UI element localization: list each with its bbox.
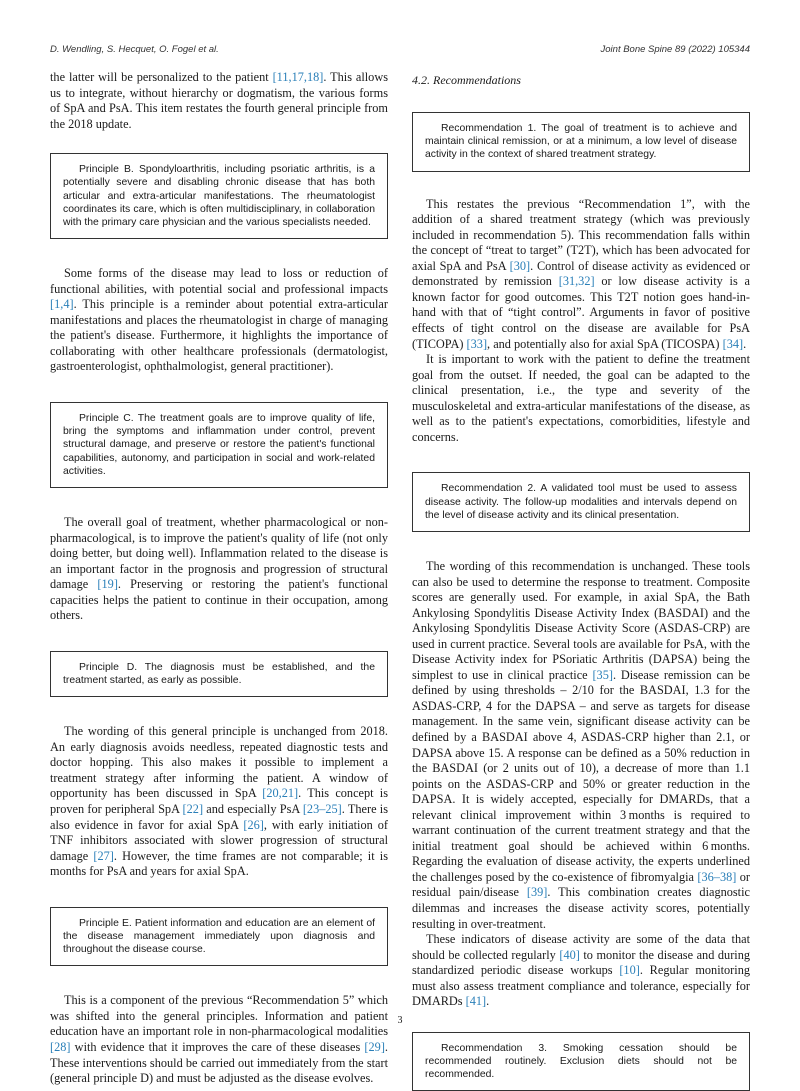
citation-link[interactable]: [22] <box>182 802 204 817</box>
principle-e-box <box>50 907 388 967</box>
citation-link[interactable]: [19] <box>97 577 118 592</box>
paragraph-text: . This principle is a reminder about potential extra-articular manifestations and places the rheumatologist in charge of managing the patient's disease. Furthermore, it highlights the importance of collaborating with other healthcare professionals (dermatologist, gastroenterologist, ophthalmologist, general practitioner). <box>50 297 388 374</box>
paragraph-text: or low disease activity is a known factor for good outcomes. This T2T notion goes hand-in-hand with that of “tight control”. Arguments in favor of positive effects of tight control on the disease are available for PsA (TICOPA) <box>412 274 750 351</box>
recommendation-1-text: Recommendation 1. The goal of treatment is to achieve and maintain clinical remission, or at a minimum, a low level of disease activity in the context of shared treatment strategy. <box>425 123 737 161</box>
page-number: 3 <box>397 1015 403 1026</box>
paragraph-text: . Regular monitoring must also assess treatment compliance and tolerance, especially for DMARDs <box>412 963 750 1009</box>
principle-d-text: Principle D. The diagnosis must be established, and the treatment started, as early as possible. <box>63 661 375 687</box>
principle-c-box <box>50 402 388 488</box>
paragraph-text: . This combination creates diagnostic dilemmas and increases the disease activity scores, potentially resulting in over-treatment. <box>412 885 750 931</box>
paragraph-text: . There is also evidence in favor for axial SpA <box>50 802 389 832</box>
citation-link[interactable]: [23–25] <box>302 802 342 817</box>
citation-link[interactable]: [34] <box>722 336 744 351</box>
paragraph <box>50 70 388 132</box>
paragraph-text: The wording of this general principle is unchanged from 2018. An early diagnosis avoids needless, repeated diagnostic tests and doctor hopping. This also makes it possible to implement a treatment strategy after informing the patient. A window of opportunity has been discussed in SpA <box>50 724 388 801</box>
paragraph-text: with evidence that it improves the care of these diseases <box>70 1040 365 1054</box>
left-column <box>50 70 388 1087</box>
principle-e-text: Principle E. Patient information and education are an element of the disease management immediately upon diagnosis and throughout the disease course. <box>63 917 375 956</box>
paragraph-text: This is a component of the previous “Recommendation 5” which was shifted into the general principles. Information and patient education have an important role in non-pharmacological modalities <box>50 993 388 1039</box>
paragraph-text: . This concept is proven for peripheral SpA <box>50 786 388 817</box>
right-column <box>412 70 750 1091</box>
paragraph-text: . However, the time frames are not comparable; it is months for PsA and years for axial SpA. <box>50 848 388 879</box>
running-header-journal: Joint Bone Spine 89 (2022) 105344 <box>600 44 750 55</box>
paragraph-text: . Control of disease activity as evidenced or demonstrated by remission <box>412 258 750 289</box>
paragraph <box>50 266 388 375</box>
principle-b-box <box>50 153 388 239</box>
paragraph-text: to monitor the disease and during standardized periodic disease workups <box>412 947 750 978</box>
principle-b-text: Principle B. Spondyloarthritis, including psoriatic arthritis, is a potentially severe and disabling chronic disease that has both articular and extra-articular manifestations. The rheumatologist coordinates its care, which is often multidisciplinary, in collaboration with the primary care physician and the various specialists needed. <box>63 164 375 228</box>
citation-link[interactable]: [40] <box>559 947 580 962</box>
paragraph <box>412 352 750 445</box>
paragraph-text: , with early initiation of TNF inhibitors associated with slower progression of structural damage <box>50 817 388 863</box>
paragraph-text: The overall goal of treatment, whether pharmacological or non-pharmacological, is to improve the patient's quality of life (not only doing better, but doing well). Inflammation related to the disease is an important factor in the prognosis and progression of structural damage <box>50 515 388 592</box>
paragraph <box>50 724 388 879</box>
citation-link[interactable]: [36–38] <box>697 869 737 884</box>
citation-link[interactable]: [35] <box>592 667 613 682</box>
citation-link[interactable]: [1,4] <box>50 297 74 312</box>
paragraph-text: . This allows us to integrate, without hierarchy or dogmatism, the various forms of SpA and PsA. This item restates the fourth general principle from the 2018 update. <box>50 70 388 131</box>
paragraph-text: The wording of this recommendation is unchanged. These tools can also be used to determine the response to treatment. Composite scores are generally used. For example, in axial SpA, the Bath Ankylosing Spondylitis Disease Activity Index (BASDAI) and the Ankylosing Spondylitis Disease Activity Score (ASDAS-CRP) are used in current practice. Several tools are available for PsA, with the Disease Activity index for PSoriatic Arthritis (DAPSA) being the simplest to use in clinical practice <box>412 558 750 682</box>
paragraph-text: . <box>486 994 490 1009</box>
citation-link[interactable]: [11,17,18] <box>272 70 324 84</box>
paragraph-text: These indicators of disease activity are some of the data that should be collected regularly <box>412 932 750 962</box>
paragraph <box>412 559 750 932</box>
paragraph-text: . Preserving or restoring the patient's functional capacities helps the patient to continue in their occupation, among others. <box>50 577 388 623</box>
paragraph-text: Some forms of the disease may lead to loss or reduction of functional abilities, with potential social and professional impacts <box>50 266 388 296</box>
citation-link[interactable]: [20,21] <box>262 786 299 801</box>
recommendation-3-text: Recommendation 3. Smoking cessation should be recommended routinely. Exclusion diets should not be recommended. <box>425 1042 737 1081</box>
recommendation-2-box <box>412 472 750 532</box>
paragraph <box>50 515 388 624</box>
citation-link[interactable]: [26] <box>243 817 264 832</box>
recommendation-2-text: Recommendation 2. A validated tool must be used to assess disease activity. The follow-up modalities and intervals depend on the level of disease activity and its clinical presentation. <box>425 483 737 521</box>
paragraph-text: , and potentially also for axial SpA (TICOSPA) <box>487 336 723 351</box>
paragraph-text: . These interventions should be carried out immediately from the start (general principle D) and must be adjusted as the disease evolves. <box>50 1040 388 1086</box>
citation-link[interactable]: [27] <box>93 848 114 863</box>
paragraph-text: It is important to work with the patient to define the treatment goal from the outset. If needed, the goal can be adapted to the clinical presentation, i.e., the type and severity of the musculoskeletal and extra-articular manifestations of the disease, as well as to the patient's expectations, comorbidities, lifestyle and concerns. <box>412 352 750 444</box>
section-heading: 4.2. Recommendations <box>412 73 521 87</box>
recommendation-3-box <box>412 1032 750 1091</box>
citation-link[interactable]: [41] <box>465 994 487 1009</box>
citation-link[interactable]: [28] <box>50 1040 71 1054</box>
principle-d-box <box>50 651 388 697</box>
citation-link[interactable]: [33] <box>466 336 488 351</box>
citation-link[interactable]: [29] <box>364 1040 385 1054</box>
running-header-authors: D. Wendling, S. Hecquet, O. Fogel et al. <box>50 44 219 55</box>
paragraph-text: the latter will be personalized to the patient <box>50 70 273 84</box>
citation-link[interactable]: [10] <box>619 963 640 978</box>
paragraph-text: or residual pain/disease <box>412 869 750 900</box>
paragraph <box>50 993 388 1086</box>
paragraph-text: This restates the previous “Recommendation 1”, with the addition of a shared treatment strategy (which was previously included in recommendation 5). This recommendation falls within the concept of “treat to target” (T2T), which has been advocated for axial SpA and PsA <box>412 196 750 273</box>
paragraph-text: . <box>743 336 747 351</box>
principle-c-text: Principle C. The treatment goals are to improve quality of life, bring the symptoms and inflammation under control, prevent structural damage, and preserve or restore the patient's functional capabilities, autonomy, and participation in social and work-related activities. <box>63 413 375 477</box>
paragraph-text: . Disease remission can be defined by using thresholds – 2/10 for the BASDAI, 1.3 for the ASDAS-CRP, 4 for the DAPSA – and serve as targets for disease management. In the same vein, significant disease activity can be defined by a BASDAI above 4, ASDAS-CRP higher than 2.1, or DAPSA above 15. A response can be defined as a 50% reduction in the BASDAI (or 2 units out of 10), a decrease of more than 1.1 points on the ASDAS-CRP and 50% or greater reduction in the DAPSA. It is widely accepted, especially for DMARDs, that a relevant clinical improvement within 3 months is required to warrant continuation of the current treatment strategy and that the initial treatment goal should be achieved within 6 months. Regarding the evaluation of disease activity, the experts underlined the challenges posed by the co-existence of fibromyalgia <box>412 667 750 884</box>
recommendation-1-box <box>412 112 750 172</box>
paragraph <box>412 932 750 1010</box>
paragraph <box>412 197 750 352</box>
citation-link[interactable]: [30] <box>509 258 531 273</box>
paragraph-text: and especially PsA <box>203 802 303 817</box>
citation-link[interactable]: [39] <box>526 885 548 900</box>
citation-link[interactable]: [31,32] <box>558 274 595 289</box>
